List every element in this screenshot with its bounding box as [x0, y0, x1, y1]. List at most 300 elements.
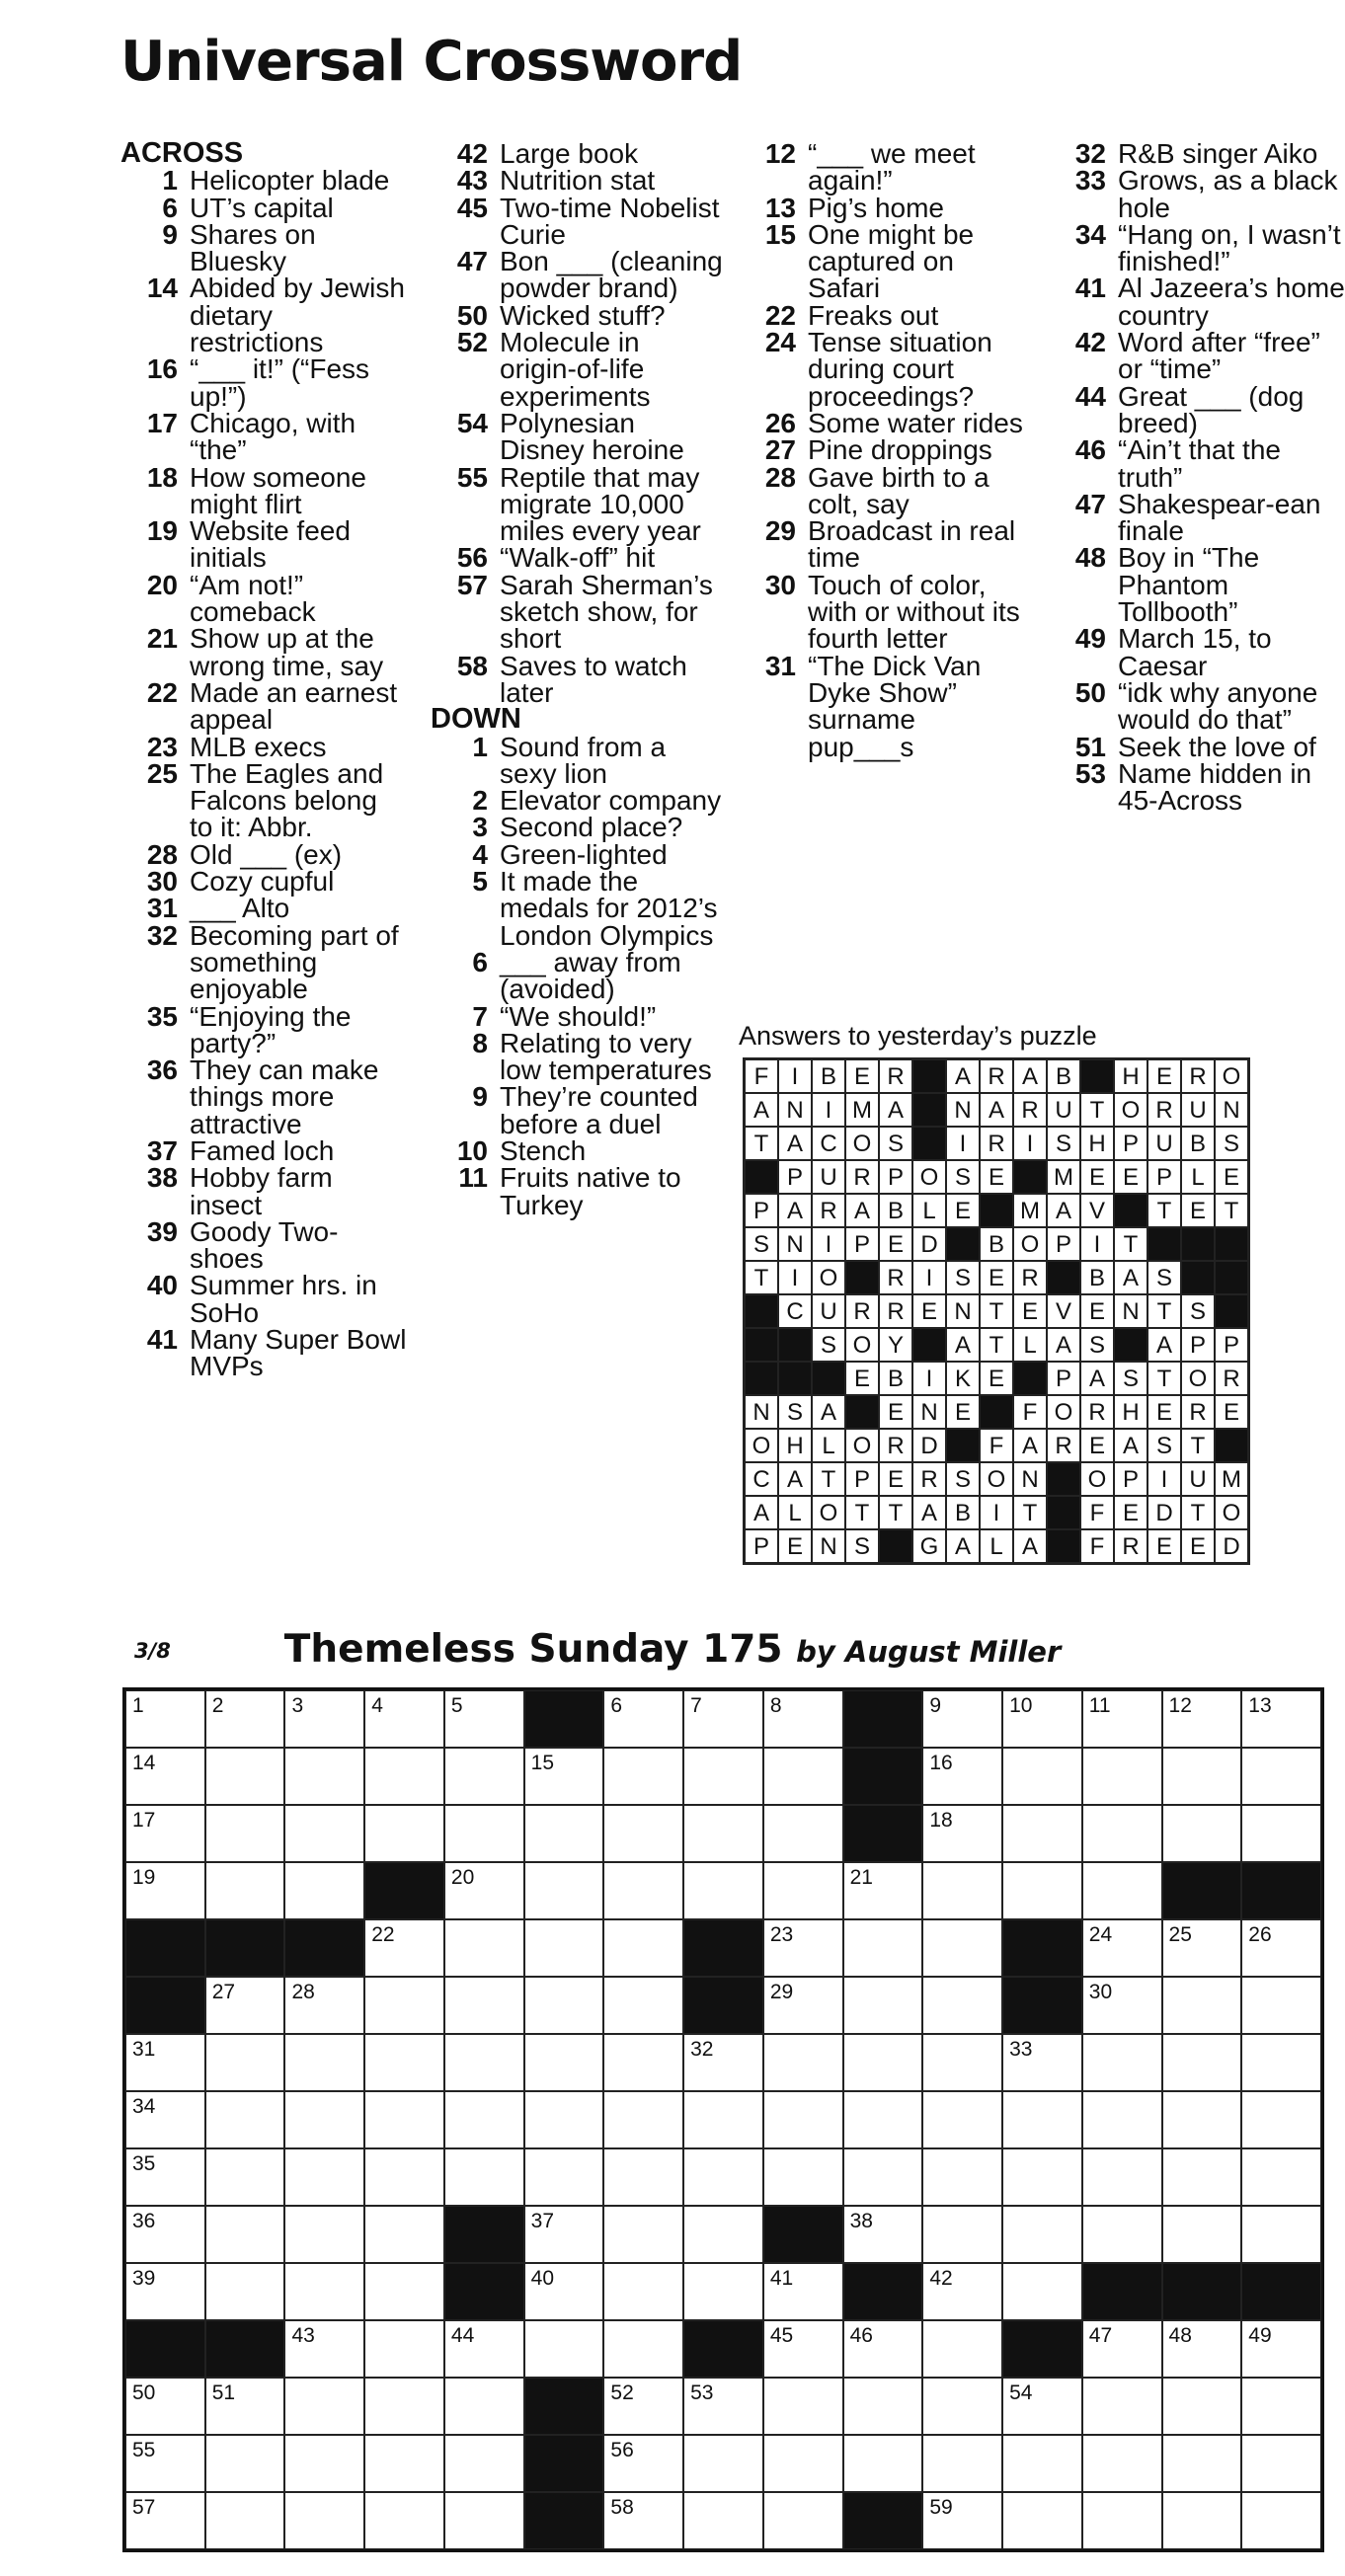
- clue-number: 56: [456, 542, 488, 574]
- grid-cell[interactable]: [444, 2034, 524, 2091]
- grid-cell[interactable]: [1162, 2206, 1242, 2263]
- grid-cell[interactable]: [1162, 2034, 1242, 2091]
- grid-cell[interactable]: [683, 1862, 763, 1919]
- grid-cell[interactable]: [843, 2206, 923, 2263]
- grid-cell[interactable]: [843, 1862, 923, 1919]
- grid-cell[interactable]: [763, 1748, 843, 1805]
- grid-cell[interactable]: [1162, 2378, 1242, 2435]
- grid-cell[interactable]: [1241, 1805, 1321, 1862]
- answer-letter: A: [1013, 1059, 1047, 1093]
- grid-cell[interactable]: [205, 2148, 285, 2206]
- grid-cell[interactable]: [125, 2435, 205, 2492]
- grid-cell[interactable]: [524, 1805, 604, 1862]
- clue-text: Shares on Bluesky: [190, 218, 316, 277]
- grid-cell[interactable]: [125, 1862, 205, 1919]
- answer-letter: T: [1215, 1194, 1248, 1227]
- grid-cell[interactable]: [444, 1690, 524, 1748]
- grid-cell[interactable]: [763, 1862, 843, 1919]
- grid-cell[interactable]: [922, 1862, 1002, 1919]
- grid-cell[interactable]: [125, 2091, 205, 2148]
- grid-cell[interactable]: [763, 1690, 843, 1748]
- across-clue: [431, 650, 723, 708]
- grid-black-square: [444, 2206, 524, 2263]
- grid-cell[interactable]: [1082, 1862, 1162, 1919]
- grid-cell[interactable]: [683, 1690, 763, 1748]
- grid-cell[interactable]: [364, 2206, 444, 2263]
- cell-number: 5: [450, 1694, 463, 1717]
- grid-cell[interactable]: [1241, 2148, 1321, 2206]
- grid-cell[interactable]: [922, 1690, 1002, 1748]
- grid-cell[interactable]: [205, 2091, 285, 2148]
- clue-text: It made the medals for 2012’s London Olympics: [500, 866, 718, 951]
- grid-cell[interactable]: [1082, 2148, 1162, 2206]
- grid-cell[interactable]: [922, 2034, 1002, 2091]
- cell-number: 7: [690, 1694, 702, 1717]
- grid-cell[interactable]: [603, 1805, 683, 1862]
- grid-cell[interactable]: [603, 1919, 683, 1977]
- grid-cell[interactable]: [364, 2148, 444, 2206]
- answer-letter: T: [1147, 1362, 1181, 1395]
- grid-cell[interactable]: [763, 2263, 843, 2320]
- grid-cell[interactable]: [284, 1748, 364, 1805]
- grid-cell[interactable]: [1002, 1862, 1082, 1919]
- grid-cell[interactable]: [603, 2091, 683, 2148]
- grid-cell[interactable]: [1162, 2091, 1242, 2148]
- grid-cell[interactable]: [1241, 2091, 1321, 2148]
- grid-cell[interactable]: [922, 2492, 1002, 2549]
- grid-cell[interactable]: [683, 2492, 763, 2549]
- grid-cell[interactable]: [205, 2492, 285, 2549]
- grid-cell[interactable]: [205, 2378, 285, 2435]
- grid-cell[interactable]: [125, 1690, 205, 1748]
- grid-cell[interactable]: [444, 2320, 524, 2378]
- grid-cell[interactable]: [922, 1919, 1002, 1977]
- answer-letter: R: [980, 1059, 1013, 1093]
- grid-cell[interactable]: [524, 1977, 604, 2034]
- grid-cell[interactable]: [364, 2091, 444, 2148]
- grid-cell[interactable]: [444, 2378, 524, 2435]
- grid-cell[interactable]: [763, 1977, 843, 2034]
- grid-cell[interactable]: [763, 2492, 843, 2549]
- answer-letter: P: [1181, 1328, 1215, 1362]
- grid-cell[interactable]: [763, 2034, 843, 2091]
- down-clue: [1049, 380, 1345, 438]
- grid-cell[interactable]: [364, 2034, 444, 2091]
- grid-cell[interactable]: [284, 2148, 364, 2206]
- clue-number: 38: [146, 1162, 178, 1194]
- grid-black-square: [843, 2263, 923, 2320]
- answer-black-square: [1013, 1160, 1047, 1194]
- grid-cell[interactable]: [763, 2091, 843, 2148]
- grid-cell[interactable]: [364, 2263, 444, 2320]
- grid-cell[interactable]: [205, 2034, 285, 2091]
- grid-cell[interactable]: [1241, 2034, 1321, 2091]
- answer-letter: T: [980, 1328, 1013, 1362]
- clue-text: “Am not!” comeback: [190, 569, 316, 628]
- grid-cell[interactable]: [444, 1919, 524, 1977]
- grid-cell[interactable]: [763, 1805, 843, 1862]
- grid-cell[interactable]: [524, 1919, 604, 1977]
- grid-cell[interactable]: [284, 2492, 364, 2549]
- answer-letter: N: [1013, 1462, 1047, 1496]
- grid-cell[interactable]: [205, 1805, 285, 1862]
- answer-letter: T: [812, 1462, 845, 1496]
- grid-cell[interactable]: [1241, 1977, 1321, 2034]
- grid-cell[interactable]: [125, 2492, 205, 2549]
- grid-cell[interactable]: [843, 2034, 923, 2091]
- grid-cell[interactable]: [843, 1919, 923, 1977]
- grid-cell[interactable]: [1082, 2091, 1162, 2148]
- answer-black-square: [1114, 1194, 1147, 1227]
- grid-cell[interactable]: [125, 2034, 205, 2091]
- grid-cell[interactable]: [364, 1690, 444, 1748]
- grid-cell[interactable]: [843, 2148, 923, 2206]
- grid-cell[interactable]: [922, 2263, 1002, 2320]
- grid-cell[interactable]: [763, 2148, 843, 2206]
- grid-cell[interactable]: [922, 2148, 1002, 2206]
- answer-letter: E: [1215, 1395, 1248, 1429]
- grid-cell[interactable]: [683, 2034, 763, 2091]
- grid-cell[interactable]: [444, 2148, 524, 2206]
- cell-number: 22: [371, 1923, 395, 1946]
- grid-cell[interactable]: [763, 2320, 843, 2378]
- previous-answers-grid: [743, 1057, 1250, 1565]
- grid-cell[interactable]: [444, 2492, 524, 2549]
- grid-cell[interactable]: [683, 1748, 763, 1805]
- grid-cell[interactable]: [1082, 1805, 1162, 1862]
- grid-cell[interactable]: [843, 1977, 923, 2034]
- answer-letter: E: [1215, 1160, 1248, 1194]
- grid-cell[interactable]: [1002, 1748, 1082, 1805]
- clue-text: Made an earnest appeal: [190, 676, 398, 736]
- across-clue: [120, 1000, 407, 1058]
- grid-cell[interactable]: [683, 2206, 763, 2263]
- grid-cell[interactable]: [1002, 2091, 1082, 2148]
- down-clue: [1049, 488, 1345, 547]
- grid-cell[interactable]: [524, 1748, 604, 1805]
- grid-cell[interactable]: [603, 1862, 683, 1919]
- answer-letter: R: [1114, 1529, 1147, 1563]
- grid-cell[interactable]: [1002, 1690, 1082, 1748]
- grid-cell[interactable]: [1241, 2320, 1321, 2378]
- answer-letter: L: [1013, 1328, 1047, 1362]
- answer-black-square: [1215, 1261, 1248, 1294]
- grid-cell[interactable]: [284, 1862, 364, 1919]
- clue-text: Polynesian Disney heroine: [500, 407, 684, 466]
- grid-cell[interactable]: [922, 1805, 1002, 1862]
- clue-text: “Ain’t that the truth”: [1118, 434, 1281, 493]
- grid-cell[interactable]: [683, 2378, 763, 2435]
- grid-cell[interactable]: [444, 1748, 524, 1805]
- grid-cell[interactable]: [1162, 1748, 1242, 1805]
- answer-black-square: [1147, 1227, 1181, 1261]
- answer-letter: T: [1147, 1194, 1181, 1227]
- grid-cell[interactable]: [1082, 1977, 1162, 2034]
- clue-text: Hobby farm insect: [190, 1162, 333, 1220]
- grid-cell[interactable]: [1082, 2435, 1162, 2492]
- grid-cell[interactable]: [524, 2206, 604, 2263]
- grid-cell[interactable]: [1241, 1748, 1321, 1805]
- grid-cell[interactable]: [1082, 1748, 1162, 1805]
- grid-cell[interactable]: [603, 2435, 683, 2492]
- grid-cell[interactable]: [603, 1977, 683, 2034]
- grid-cell[interactable]: [1002, 1805, 1082, 1862]
- answer-letter: N: [778, 1227, 812, 1261]
- grid-cell[interactable]: [125, 1805, 205, 1862]
- grid-cell[interactable]: [603, 1690, 683, 1748]
- grid-cell[interactable]: [1002, 2034, 1082, 2091]
- across-clue: [120, 355, 407, 410]
- grid-cell[interactable]: [284, 2435, 364, 2492]
- grid-cell[interactable]: [763, 2378, 843, 2435]
- clue-number: 47: [456, 246, 488, 277]
- grid-cell[interactable]: [843, 2378, 923, 2435]
- grid-cell[interactable]: [364, 2492, 444, 2549]
- grid-cell[interactable]: [364, 1919, 444, 1977]
- answer-letter: I: [1080, 1227, 1114, 1261]
- cell-number: 24: [1088, 1923, 1113, 1946]
- grid-black-square: [763, 2206, 843, 2263]
- grid-black-square: [683, 2320, 763, 2378]
- grid-cell[interactable]: [603, 2148, 683, 2206]
- grid-cell[interactable]: [205, 2206, 285, 2263]
- grid-cell[interactable]: [524, 1862, 604, 1919]
- answer-black-square: [845, 1261, 879, 1294]
- grid-cell[interactable]: [683, 2091, 763, 2148]
- grid-cell[interactable]: [205, 1748, 285, 1805]
- grid-cell[interactable]: [284, 2034, 364, 2091]
- grid-cell[interactable]: [205, 2263, 285, 2320]
- answer-letter: R: [1147, 1093, 1181, 1127]
- clue-number: 9: [472, 1081, 488, 1113]
- grid-cell[interactable]: [524, 2091, 604, 2148]
- grid-cell[interactable]: [843, 2320, 923, 2378]
- grid-cell[interactable]: [1002, 2148, 1082, 2206]
- grid-cell[interactable]: [1162, 1690, 1242, 1748]
- grid-black-square: [843, 1748, 923, 1805]
- down-clue: [1049, 329, 1345, 383]
- grid-cell[interactable]: [125, 2206, 205, 2263]
- answer-letter: C: [745, 1462, 778, 1496]
- grid-cell[interactable]: [524, 2320, 604, 2378]
- grid-cell[interactable]: [364, 1977, 444, 2034]
- grid-cell[interactable]: [1082, 2492, 1162, 2549]
- grid-cell[interactable]: [1002, 2206, 1082, 2263]
- grid-cell[interactable]: [284, 1690, 364, 1748]
- grid-cell[interactable]: [1082, 2206, 1162, 2263]
- grid-cell[interactable]: [205, 2435, 285, 2492]
- grid-cell[interactable]: [1162, 1805, 1242, 1862]
- grid-cell[interactable]: [284, 2263, 364, 2320]
- grid-cell[interactable]: [364, 1748, 444, 1805]
- answer-black-square: [1047, 1261, 1080, 1294]
- grid-cell[interactable]: [1241, 2378, 1321, 2435]
- grid-cell[interactable]: [284, 2320, 364, 2378]
- down-clue: [431, 1083, 723, 1137]
- answer-black-square: [1215, 1294, 1248, 1328]
- answer-black-square: [980, 1395, 1013, 1429]
- across-clue: [120, 192, 407, 223]
- cell-number: 36: [132, 2210, 156, 2232]
- grid-cell[interactable]: [1082, 2034, 1162, 2091]
- grid-cell[interactable]: [284, 1805, 364, 1862]
- grid-cell[interactable]: [284, 2206, 364, 2263]
- grid-cell[interactable]: [1241, 1919, 1321, 1977]
- grid-cell[interactable]: [364, 1805, 444, 1862]
- grid-cell[interactable]: [603, 1748, 683, 1805]
- grid-cell[interactable]: [284, 1977, 364, 2034]
- grid-cell[interactable]: [205, 1862, 285, 1919]
- grid-cell[interactable]: [1162, 2492, 1242, 2549]
- grid-cell[interactable]: [683, 1805, 763, 1862]
- grid-cell[interactable]: [922, 1977, 1002, 2034]
- down-clue: [739, 140, 1025, 195]
- answer-letter: S: [1215, 1127, 1248, 1160]
- grid-cell[interactable]: [603, 2034, 683, 2091]
- clue-text: Molecule in origin-of-life experiments: [500, 327, 651, 412]
- grid-cell[interactable]: [1082, 2378, 1162, 2435]
- clue-text: Chicago, with “the”: [190, 407, 356, 466]
- grid-cell[interactable]: [444, 2091, 524, 2148]
- grid-cell[interactable]: [1241, 2206, 1321, 2263]
- clue-number: 23: [146, 731, 178, 762]
- grid-cell[interactable]: [444, 1862, 524, 1919]
- grid-cell[interactable]: [1002, 2263, 1082, 2320]
- grid-cell[interactable]: [125, 2263, 205, 2320]
- answer-black-square: [912, 1127, 946, 1160]
- grid-cell[interactable]: [763, 2435, 843, 2492]
- grid-cell[interactable]: [1162, 2435, 1242, 2492]
- grid-cell[interactable]: [1002, 2492, 1082, 2549]
- answer-letter: R: [1013, 1261, 1047, 1294]
- cell-number: 51: [211, 2381, 236, 2404]
- grid-cell[interactable]: [1082, 1919, 1162, 1977]
- grid-cell[interactable]: [364, 2320, 444, 2378]
- answer-letter: A: [745, 1093, 778, 1127]
- grid-cell[interactable]: [444, 2435, 524, 2492]
- cell-number: 14: [132, 1752, 156, 1774]
- grid-cell[interactable]: [364, 2378, 444, 2435]
- grid-cell[interactable]: [524, 2034, 604, 2091]
- grid-cell[interactable]: [763, 1919, 843, 1977]
- grid-cell[interactable]: [524, 2148, 604, 2206]
- masthead: Universal Crossword: [120, 30, 743, 94]
- down-clue: [1049, 625, 1345, 679]
- clue-number: 6: [162, 192, 178, 223]
- grid-cell[interactable]: [922, 2435, 1002, 2492]
- grid-cell[interactable]: [603, 2206, 683, 2263]
- down-clue: [1049, 757, 1345, 817]
- grid-cell[interactable]: [603, 2378, 683, 2435]
- across-clue: [120, 625, 407, 679]
- grid-cell[interactable]: [922, 2091, 1002, 2148]
- answer-letter: E: [879, 1462, 912, 1496]
- grid-cell[interactable]: [205, 1977, 285, 2034]
- cell-number: 57: [132, 2496, 156, 2519]
- grid-cell[interactable]: [603, 2492, 683, 2549]
- answer-letter: A: [1013, 1529, 1047, 1563]
- grid-cell[interactable]: [922, 2320, 1002, 2378]
- grid-cell[interactable]: [125, 1748, 205, 1805]
- across-clue: [431, 192, 723, 250]
- clue-text: Website feed initials: [190, 515, 351, 574]
- grid-cell[interactable]: [1162, 1919, 1242, 1977]
- clue-text: They’re counted before a duel: [500, 1081, 698, 1139]
- grid-cell[interactable]: [683, 2435, 763, 2492]
- grid-cell[interactable]: [284, 2091, 364, 2148]
- answer-letter: I: [778, 1059, 812, 1093]
- grid-cell[interactable]: [603, 2320, 683, 2378]
- cell-number: 32: [690, 2038, 714, 2061]
- answer-letter: T: [1181, 1496, 1215, 1529]
- grid-black-square: [524, 2492, 604, 2549]
- down-clue: [1049, 218, 1345, 277]
- grid-cell[interactable]: [922, 2378, 1002, 2435]
- answer-letter: T: [879, 1496, 912, 1529]
- grid-black-square: [524, 2378, 604, 2435]
- grid-cell[interactable]: [444, 1805, 524, 1862]
- grid-cell[interactable]: [444, 1977, 524, 2034]
- grid-cell[interactable]: [1002, 2435, 1082, 2492]
- grid-cell[interactable]: [524, 2263, 604, 2320]
- grid-cell[interactable]: [125, 2148, 205, 2206]
- answer-black-square: [745, 1160, 778, 1194]
- grid-cell[interactable]: [364, 2435, 444, 2492]
- grid-cell[interactable]: [1002, 2378, 1082, 2435]
- grid-cell[interactable]: [1162, 1977, 1242, 2034]
- grid-cell[interactable]: [922, 2206, 1002, 2263]
- grid-cell[interactable]: [1241, 2492, 1321, 2549]
- across-clue: [120, 273, 407, 358]
- answer-letter: U: [1047, 1093, 1080, 1127]
- answer-letter: N: [912, 1395, 946, 1429]
- answer-letter: O: [980, 1462, 1013, 1496]
- clue-text: ___ away from (avoided): [500, 946, 681, 1005]
- answer-letter: S: [1147, 1261, 1181, 1294]
- clue-number: 50: [1074, 676, 1106, 708]
- clue-number: 2: [472, 785, 488, 817]
- grid-cell[interactable]: [205, 1690, 285, 1748]
- grid-black-square: [1002, 1919, 1082, 1977]
- answer-letter: A: [1147, 1328, 1181, 1362]
- grid-cell[interactable]: [922, 1748, 1002, 1805]
- grid-cell[interactable]: [1241, 2435, 1321, 2492]
- answer-letter: B: [1181, 1127, 1215, 1160]
- answer-letter: O: [1047, 1395, 1080, 1429]
- grid-cell[interactable]: [284, 2378, 364, 2435]
- grid-cell[interactable]: [603, 2263, 683, 2320]
- answer-letter: A: [845, 1194, 879, 1227]
- down-heading: DOWN: [431, 703, 521, 736]
- grid-cell[interactable]: [1082, 1690, 1162, 1748]
- grid-cell[interactable]: [1162, 2148, 1242, 2206]
- grid-cell[interactable]: [1241, 1690, 1321, 1748]
- grid-cell[interactable]: [843, 2091, 923, 2148]
- clue-number: 42: [456, 138, 488, 169]
- grid-cell[interactable]: [125, 2378, 205, 2435]
- answer-letter: A: [778, 1194, 812, 1227]
- grid-cell[interactable]: [843, 2435, 923, 2492]
- grid-cell[interactable]: [683, 2148, 763, 2206]
- clue-text: Large book: [500, 138, 639, 169]
- answer-letter: N: [946, 1093, 980, 1127]
- grid-cell[interactable]: [683, 2263, 763, 2320]
- clue-number: 43: [456, 165, 488, 196]
- grid-cell[interactable]: [1162, 2320, 1242, 2378]
- grid-cell[interactable]: [1082, 2320, 1162, 2378]
- grid-black-square: [125, 1977, 205, 2034]
- answer-letter: V: [1047, 1294, 1080, 1328]
